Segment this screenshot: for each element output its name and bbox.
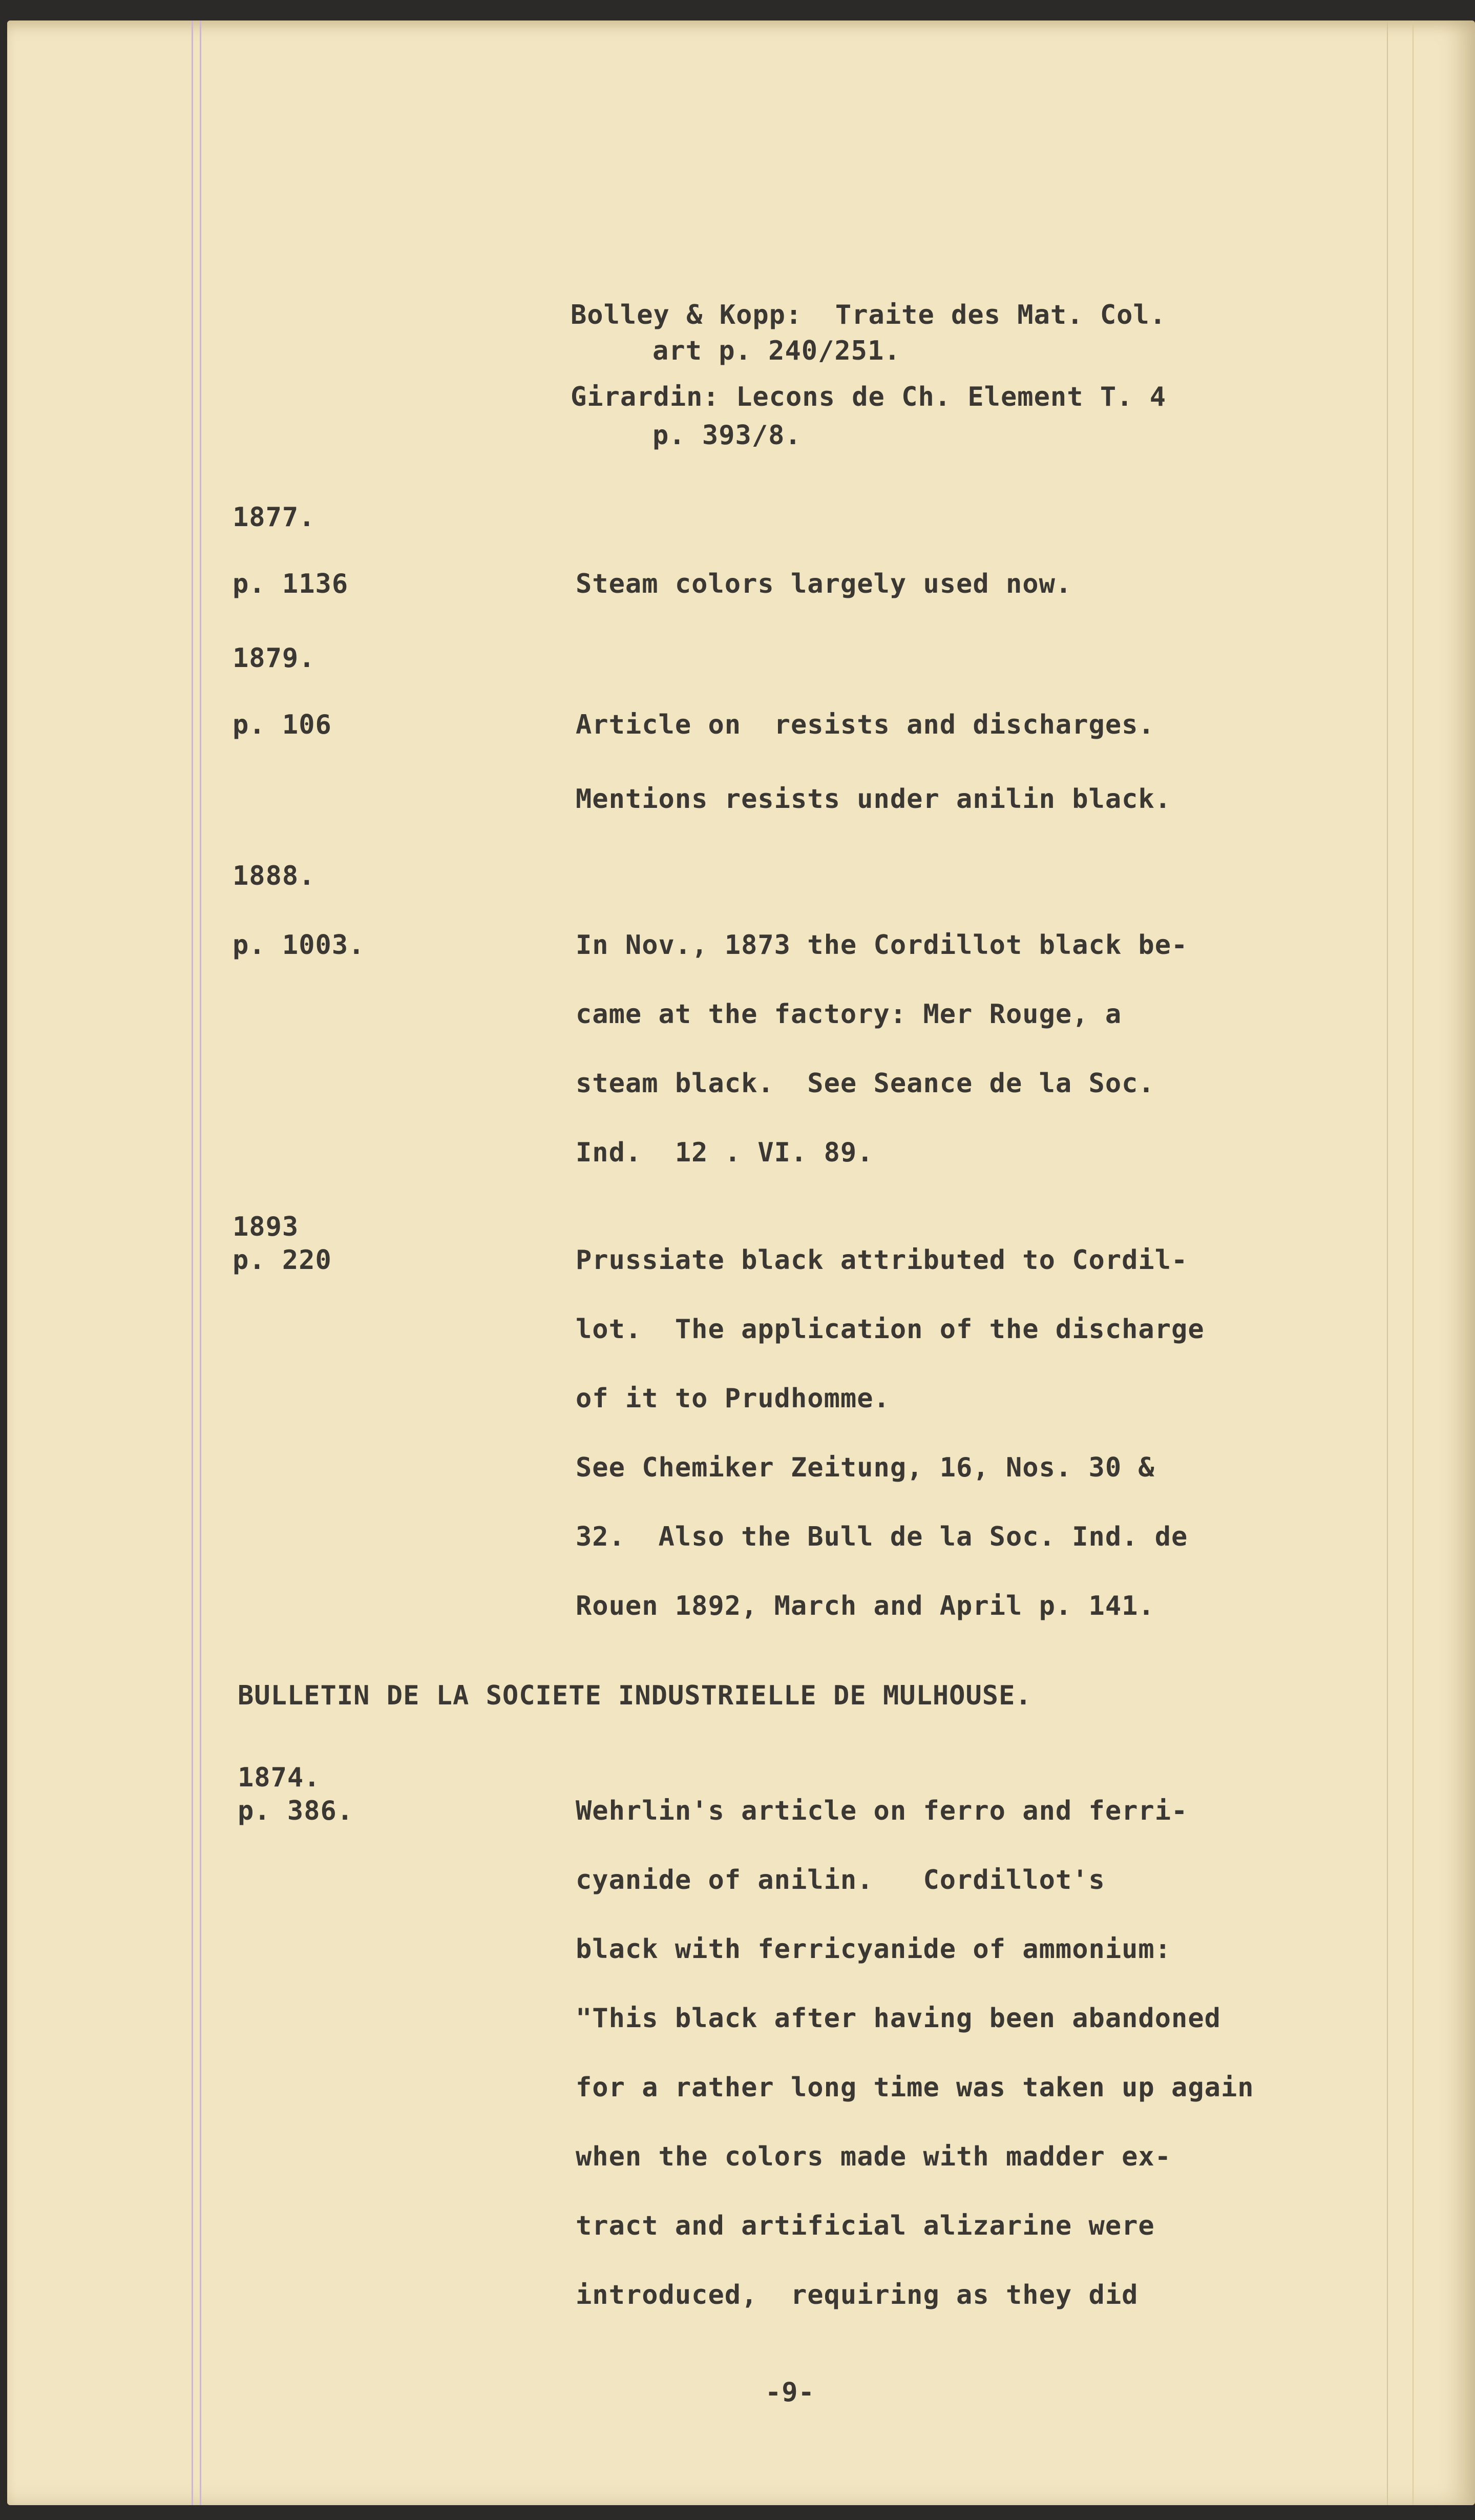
entry-text: Wehrlin's article on ferro and ferri- xyxy=(576,1796,1188,1826)
year-label: 1893 xyxy=(233,1212,299,1242)
typed-page xyxy=(7,20,1475,2505)
entry-text: Prussiate black attributed to Cordil- xyxy=(576,1245,1188,1276)
year-label: 1877. xyxy=(233,502,315,533)
year-label: 1874. xyxy=(238,1762,321,1793)
entry-text: Mentions resists under anilin black. xyxy=(576,784,1172,815)
section-heading: BULLETIN DE LA SOCIETE INDUSTRIELLE DE MULHOUSE. xyxy=(238,1680,1032,1711)
entry-text: tract and artificial alizarine were xyxy=(576,2211,1155,2241)
entry-text: 32. Also the Bull de la Soc. Ind. de xyxy=(576,1522,1188,1552)
entry-text: Steam colors largely used now. xyxy=(576,569,1072,599)
year-label: 1888. xyxy=(233,861,315,891)
page-ref: p. 1003. xyxy=(233,930,365,961)
entry-text: Rouen 1892, March and April p. 141. xyxy=(576,1591,1155,1621)
page-edge-line xyxy=(1413,20,1414,2505)
entry-text: "This black after having been abandoned xyxy=(576,2003,1221,2034)
entry-text: when the colors made with madder ex- xyxy=(576,2141,1172,2172)
entry-text: In Nov., 1873 the Cordillot black be- xyxy=(576,930,1188,961)
entry-text: lot. The application of the discharge xyxy=(576,1314,1205,1345)
reference-line: Bolley & Kopp: Traite des Mat. Col. xyxy=(571,300,1167,330)
reference-line: art p. 240/251. xyxy=(652,336,901,366)
page-ref: p. 1136 xyxy=(233,569,349,599)
entry-text: steam black. See Seance de la Soc. xyxy=(576,1068,1155,1099)
entry-text: Article on resists and discharges. xyxy=(576,710,1155,740)
margin-rule xyxy=(192,20,193,2505)
entry-text: black with ferricyanide of ammonium: xyxy=(576,1934,1172,1965)
page-ref: p. 386. xyxy=(238,1796,354,1826)
reference-line: Girardin: Lecons de Ch. Element T. 4 xyxy=(571,382,1167,412)
entry-text: introduced, requiring as they did xyxy=(576,2280,1139,2310)
margin-rule xyxy=(200,20,201,2505)
entry-text: of it to Prudhomme. xyxy=(576,1383,890,1414)
entry-text: came at the factory: Mer Rouge, a xyxy=(576,999,1122,1030)
page-edge-line xyxy=(1387,20,1388,2505)
entry-text: for a rather long time was taken up again xyxy=(576,2072,1254,2103)
entry-text: Ind. 12 . VI. 89. xyxy=(576,1137,874,1168)
entry-text: cyanide of anilin. Cordillot's xyxy=(576,1865,1105,1896)
year-label: 1879. xyxy=(233,643,315,674)
entry-text: See Chemiker Zeitung, 16, Nos. 30 & xyxy=(576,1452,1155,1483)
page-number: -9- xyxy=(765,2377,815,2408)
page-ref: p. 220 xyxy=(233,1245,332,1276)
reference-line: p. 393/8. xyxy=(652,420,802,451)
page-ref: p. 106 xyxy=(233,710,332,740)
